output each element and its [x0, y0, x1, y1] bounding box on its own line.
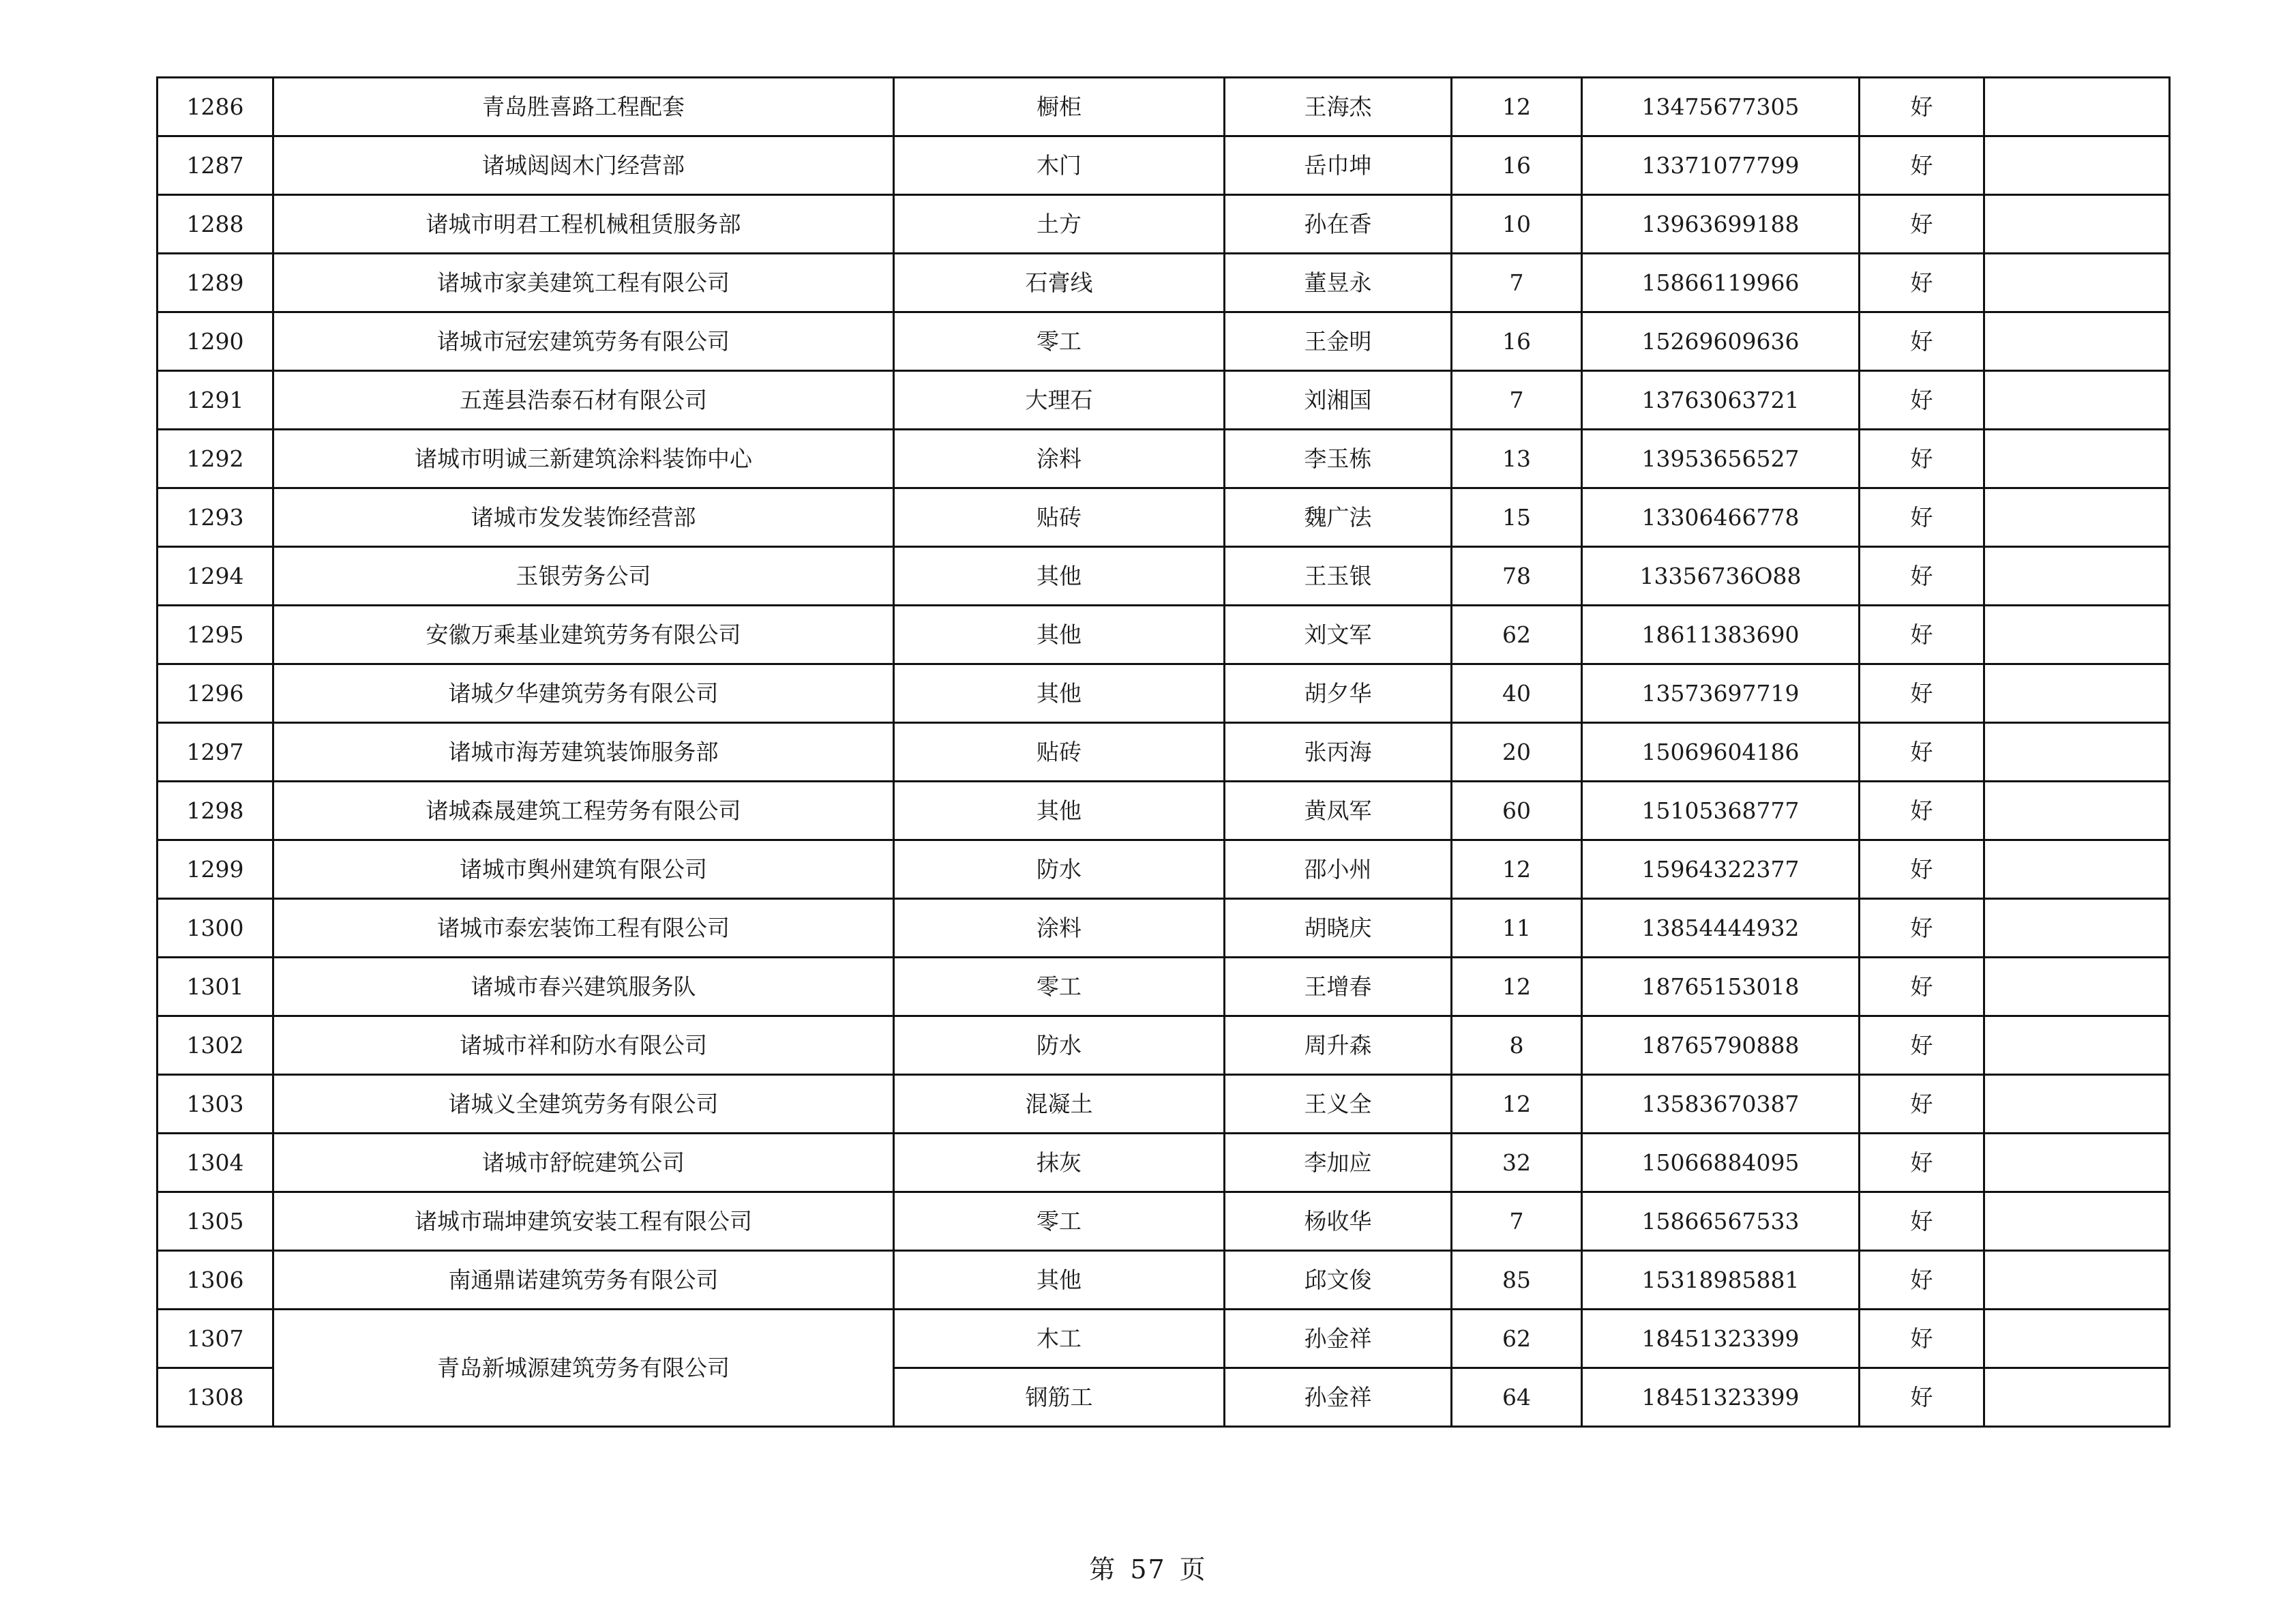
trade-cell: 橱柜 — [894, 78, 1225, 136]
worker-count-cell: 16 — [1452, 312, 1582, 371]
trade-cell: 木工 — [894, 1310, 1225, 1368]
remarks-cell — [1984, 136, 2170, 195]
contact-person-cell: 王金明 — [1225, 312, 1452, 371]
company-name-cell: 诸城市明君工程机械租赁服务部 — [273, 195, 894, 254]
trade-cell: 混凝土 — [894, 1075, 1225, 1134]
worker-count-cell: 60 — [1452, 782, 1582, 840]
worker-count-cell: 12 — [1452, 958, 1582, 1016]
rating-cell: 好 — [1860, 606, 1984, 664]
company-name-cell: 诸城市发发装饰经营部 — [273, 488, 894, 547]
table-row — [158, 606, 2170, 664]
contact-person-cell: 邵小州 — [1225, 840, 1452, 899]
remarks-cell — [1984, 1310, 2170, 1368]
trade-cell: 零工 — [894, 312, 1225, 371]
rating-cell: 好 — [1860, 547, 1984, 606]
row-number-cell: 1305 — [158, 1192, 273, 1251]
remarks-cell — [1984, 195, 2170, 254]
table-row — [158, 488, 2170, 547]
rating-cell: 好 — [1860, 1016, 1984, 1075]
company-name-cell: 诸城市春兴建筑服务队 — [273, 958, 894, 1016]
company-name-cell: 诸城市冠宏建筑劳务有限公司 — [273, 312, 894, 371]
phone-number-cell: 18765790888 — [1582, 1016, 1860, 1075]
row-number-cell: 1306 — [158, 1251, 273, 1310]
contact-person-cell: 王义全 — [1225, 1075, 1452, 1134]
table-row — [158, 958, 2170, 1016]
company-name-cell: 诸城森晟建筑工程劳务有限公司 — [273, 782, 894, 840]
phone-number-cell: 15866119966 — [1582, 254, 1860, 312]
trade-cell: 零工 — [894, 958, 1225, 1016]
trade-cell: 防水 — [894, 1016, 1225, 1075]
footer-prefix: 第 — [1089, 1554, 1117, 1584]
contact-person-cell: 邱文俊 — [1225, 1251, 1452, 1310]
row-number-cell: 1297 — [158, 723, 273, 782]
rating-cell: 好 — [1860, 1251, 1984, 1310]
contact-person-cell: 孙金祥 — [1225, 1310, 1452, 1368]
row-number-cell: 1308 — [158, 1368, 273, 1427]
table-row — [158, 371, 2170, 430]
rating-cell: 好 — [1860, 136, 1984, 195]
table-row — [158, 312, 2170, 371]
remarks-cell — [1984, 1368, 2170, 1427]
trade-cell: 贴砖 — [894, 723, 1225, 782]
phone-number-cell: 18765153018 — [1582, 958, 1860, 1016]
worker-count-cell: 12 — [1452, 78, 1582, 136]
contact-person-cell: 胡晓庆 — [1225, 899, 1452, 958]
trade-cell: 其他 — [894, 664, 1225, 723]
company-name-cell: 诸城市泰宏装饰工程有限公司 — [273, 899, 894, 958]
rating-cell: 好 — [1860, 195, 1984, 254]
rating-cell: 好 — [1860, 312, 1984, 371]
table-row — [158, 547, 2170, 606]
remarks-cell — [1984, 1192, 2170, 1251]
phone-number-cell: 13371077799 — [1582, 136, 1860, 195]
remarks-cell — [1984, 430, 2170, 488]
contact-person-cell: 王海杰 — [1225, 78, 1452, 136]
worker-count-cell: 12 — [1452, 840, 1582, 899]
page-footer — [0, 1548, 2296, 1586]
contact-person-cell: 刘文军 — [1225, 606, 1452, 664]
table-row — [158, 136, 2170, 195]
remarks-cell — [1984, 312, 2170, 371]
trade-cell: 抹灰 — [894, 1134, 1225, 1192]
worker-count-cell: 12 — [1452, 1075, 1582, 1134]
trade-cell: 其他 — [894, 1251, 1225, 1310]
remarks-cell — [1984, 254, 2170, 312]
row-number-cell: 1292 — [158, 430, 273, 488]
row-number-cell: 1300 — [158, 899, 273, 958]
rating-cell: 好 — [1860, 958, 1984, 1016]
table-row — [158, 782, 2170, 840]
rating-cell: 好 — [1860, 723, 1984, 782]
phone-number-cell: 15269609636 — [1582, 312, 1860, 371]
table-row — [158, 1310, 2170, 1368]
worker-count-cell: 32 — [1452, 1134, 1582, 1192]
rating-cell: 好 — [1860, 254, 1984, 312]
remarks-cell — [1984, 547, 2170, 606]
company-name-cell: 诸城市明诚三新建筑涂料装饰中心 — [273, 430, 894, 488]
company-name-cell: 诸城市舆州建筑有限公司 — [273, 840, 894, 899]
rating-cell: 好 — [1860, 371, 1984, 430]
remarks-cell — [1984, 664, 2170, 723]
phone-number-cell: 13356736O88 — [1582, 547, 1860, 606]
table-row — [158, 899, 2170, 958]
row-number-cell: 1304 — [158, 1134, 273, 1192]
worker-count-cell: 78 — [1452, 547, 1582, 606]
trade-cell: 涂料 — [894, 430, 1225, 488]
worker-count-cell: 62 — [1452, 1310, 1582, 1368]
row-number-cell: 1301 — [158, 958, 273, 1016]
row-number-cell: 1294 — [158, 547, 273, 606]
company-name-cell: 玉银劳务公司 — [273, 547, 894, 606]
remarks-cell — [1984, 371, 2170, 430]
rating-cell: 好 — [1860, 430, 1984, 488]
row-number-cell: 1299 — [158, 840, 273, 899]
row-number-cell: 1291 — [158, 371, 273, 430]
contact-person-cell: 杨收华 — [1225, 1192, 1452, 1251]
table-row — [158, 840, 2170, 899]
rating-cell: 好 — [1860, 899, 1984, 958]
table-row — [158, 430, 2170, 488]
worker-count-cell: 20 — [1452, 723, 1582, 782]
table-row — [158, 723, 2170, 782]
phone-number-cell: 15964322377 — [1582, 840, 1860, 899]
contact-person-cell: 孙金祥 — [1225, 1368, 1452, 1427]
contact-person-cell: 黄凤军 — [1225, 782, 1452, 840]
row-number-cell: 1296 — [158, 664, 273, 723]
remarks-cell — [1984, 1075, 2170, 1134]
trade-cell: 防水 — [894, 840, 1225, 899]
worker-count-cell: 8 — [1452, 1016, 1582, 1075]
row-number-cell: 1302 — [158, 1016, 273, 1075]
table-row — [158, 1075, 2170, 1134]
table-body — [158, 78, 2170, 1427]
row-number-cell: 1287 — [158, 136, 273, 195]
company-name-cell: 诸城义全建筑劳务有限公司 — [273, 1075, 894, 1134]
worker-count-cell: 16 — [1452, 136, 1582, 195]
company-name-cell: 诸城市海芳建筑装饰服务部 — [273, 723, 894, 782]
phone-number-cell: 18611383690 — [1582, 606, 1860, 664]
phone-number-cell: 13953656527 — [1582, 430, 1860, 488]
trade-cell: 零工 — [894, 1192, 1225, 1251]
table-row — [158, 1192, 2170, 1251]
worker-count-cell: 85 — [1452, 1251, 1582, 1310]
contact-person-cell: 胡夕华 — [1225, 664, 1452, 723]
worker-count-cell: 64 — [1452, 1368, 1582, 1427]
trade-cell: 其他 — [894, 606, 1225, 664]
company-name-cell: 诸城市舒皖建筑公司 — [273, 1134, 894, 1192]
rating-cell: 好 — [1860, 78, 1984, 136]
remarks-cell — [1984, 488, 2170, 547]
row-number-cell: 1295 — [158, 606, 273, 664]
worker-count-cell: 7 — [1452, 1192, 1582, 1251]
table-row — [158, 1251, 2170, 1310]
table-row — [158, 664, 2170, 723]
rating-cell: 好 — [1860, 1310, 1984, 1368]
contact-person-cell: 魏广法 — [1225, 488, 1452, 547]
worker-count-cell: 11 — [1452, 899, 1582, 958]
rating-cell: 好 — [1860, 782, 1984, 840]
contact-person-cell: 岳巾坤 — [1225, 136, 1452, 195]
row-number-cell: 1288 — [158, 195, 273, 254]
phone-number-cell: 13306466778 — [1582, 488, 1860, 547]
worker-count-cell: 7 — [1452, 254, 1582, 312]
worker-count-cell: 7 — [1452, 371, 1582, 430]
phone-number-cell: 13963699188 — [1582, 195, 1860, 254]
company-name-cell: 诸城市家美建筑工程有限公司 — [273, 254, 894, 312]
company-name-cell: 安徽万乘基业建筑劳务有限公司 — [273, 606, 894, 664]
contact-person-cell: 张丙海 — [1225, 723, 1452, 782]
contact-person-cell: 王增春 — [1225, 958, 1452, 1016]
remarks-cell — [1984, 1134, 2170, 1192]
remarks-cell — [1984, 782, 2170, 840]
contact-person-cell: 李加应 — [1225, 1134, 1452, 1192]
company-name-cell: 青岛胜喜路工程配套 — [273, 78, 894, 136]
trade-cell: 石膏线 — [894, 254, 1225, 312]
rating-cell: 好 — [1860, 840, 1984, 899]
contact-person-cell: 孙在香 — [1225, 195, 1452, 254]
company-name-cell: 诸城闼闼木门经营部 — [273, 136, 894, 195]
row-number-cell: 1293 — [158, 488, 273, 547]
remarks-cell — [1984, 723, 2170, 782]
trade-cell: 贴砖 — [894, 488, 1225, 547]
table-row — [158, 195, 2170, 254]
table-row — [158, 1016, 2170, 1075]
trade-cell: 涂料 — [894, 899, 1225, 958]
company-name-cell: 五莲县浩泰石材有限公司 — [273, 371, 894, 430]
rating-cell: 好 — [1860, 1368, 1984, 1427]
contractor-table — [156, 76, 2171, 1428]
worker-count-cell: 40 — [1452, 664, 1582, 723]
remarks-cell — [1984, 78, 2170, 136]
row-number-cell: 1286 — [158, 78, 273, 136]
rating-cell: 好 — [1860, 664, 1984, 723]
trade-cell: 大理石 — [894, 371, 1225, 430]
phone-number-cell: 13583670387 — [1582, 1075, 1860, 1134]
row-number-cell: 1290 — [158, 312, 273, 371]
contact-person-cell: 王玉银 — [1225, 547, 1452, 606]
company-name-cell: 诸城市祥和防水有限公司 — [273, 1016, 894, 1075]
remarks-cell — [1984, 1251, 2170, 1310]
remarks-cell — [1984, 958, 2170, 1016]
trade-cell: 木门 — [894, 136, 1225, 195]
row-number-cell: 1298 — [158, 782, 273, 840]
rating-cell: 好 — [1860, 1134, 1984, 1192]
trade-cell: 土方 — [894, 195, 1225, 254]
trade-cell: 其他 — [894, 782, 1225, 840]
contact-person-cell: 周升森 — [1225, 1016, 1452, 1075]
rating-cell: 好 — [1860, 488, 1984, 547]
remarks-cell — [1984, 606, 2170, 664]
remarks-cell — [1984, 840, 2170, 899]
contact-person-cell: 董昱永 — [1225, 254, 1452, 312]
contact-person-cell: 刘湘国 — [1225, 371, 1452, 430]
table-row — [158, 1134, 2170, 1192]
worker-count-cell: 15 — [1452, 488, 1582, 547]
row-number-cell: 1307 — [158, 1310, 273, 1368]
footer-suffix: 页 — [1179, 1554, 1207, 1584]
row-number-cell: 1303 — [158, 1075, 273, 1134]
company-name-cell: 南通鼎诺建筑劳务有限公司 — [273, 1251, 894, 1310]
phone-number-cell: 18451323399 — [1582, 1310, 1860, 1368]
rating-cell: 好 — [1860, 1075, 1984, 1134]
phone-number-cell: 15066884095 — [1582, 1134, 1860, 1192]
phone-number-cell: 13573697719 — [1582, 664, 1860, 723]
trade-cell: 钢筋工 — [894, 1368, 1225, 1427]
phone-number-cell: 15105368777 — [1582, 782, 1860, 840]
row-number-cell: 1289 — [158, 254, 273, 312]
phone-number-cell: 15866567533 — [1582, 1192, 1860, 1251]
phone-number-cell: 13763063721 — [1582, 371, 1860, 430]
worker-count-cell: 13 — [1452, 430, 1582, 488]
phone-number-cell: 15318985881 — [1582, 1251, 1860, 1310]
company-name-cell: 诸城市瑞坤建筑安装工程有限公司 — [273, 1192, 894, 1251]
worker-count-cell: 62 — [1452, 606, 1582, 664]
trade-cell: 其他 — [894, 547, 1225, 606]
company-name-cell: 诸城夕华建筑劳务有限公司 — [273, 664, 894, 723]
phone-number-cell: 18451323399 — [1582, 1368, 1860, 1427]
page-number: 57 — [1130, 1554, 1166, 1584]
phone-number-cell: 13854444932 — [1582, 899, 1860, 958]
rating-cell: 好 — [1860, 1192, 1984, 1251]
phone-number-cell: 15069604186 — [1582, 723, 1860, 782]
remarks-cell — [1984, 899, 2170, 958]
table-row — [158, 78, 2170, 136]
worker-count-cell: 10 — [1452, 195, 1582, 254]
table-row — [158, 254, 2170, 312]
company-name-cell: 青岛新城源建筑劳务有限公司 — [273, 1310, 894, 1427]
phone-number-cell: 13475677305 — [1582, 78, 1860, 136]
remarks-cell — [1984, 1016, 2170, 1075]
contact-person-cell: 李玉栋 — [1225, 430, 1452, 488]
